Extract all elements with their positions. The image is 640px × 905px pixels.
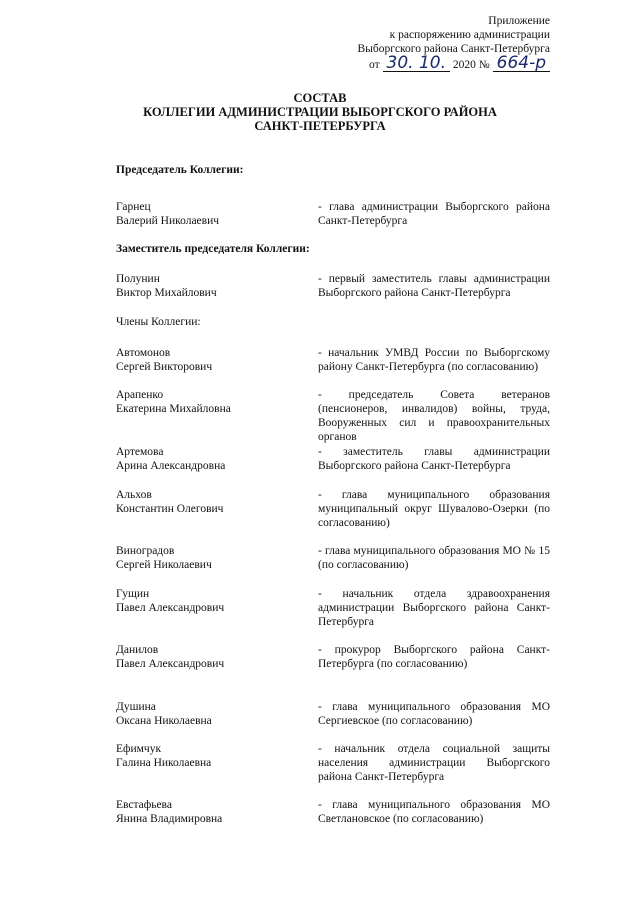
member-position: - прокурор Выборгского района Санкт-Петербурга (по согласованию) [318,644,550,670]
member-surname: Ефимчук [116,743,162,755]
member-name [116,200,306,228]
member-given-names: Виктор Михайлович [116,287,217,299]
member-name [116,272,306,300]
member-name [116,488,306,516]
member-given-names: Константин Олегович [116,503,224,515]
member-surname: Данилов [116,644,159,656]
member-given-names: Павел Александрович [116,658,225,670]
date-prefix: от [369,59,380,71]
section-chair-heading: Председатель Коллегии: [116,164,244,176]
handwritten-date: 30. 10. [383,56,450,72]
section-members-heading: Члены Коллегии: [116,316,201,328]
member-position: - начальник УМВД России по Выборгскому району Санкт-Петербурга (по согласованию) [318,347,550,373]
appendix-header [357,14,550,72]
appendix-date-line [357,53,550,73]
member-position: - глава муниципального образования МО Светлановское (по согласованию) [318,799,550,825]
section-deputy-heading: Заместитель председателя Коллегии: [116,243,310,255]
member-name [116,742,306,770]
member-position: - начальник отдела социальной защиты населения администрации Выборгского района Санкт-Петербурга [318,743,550,783]
member-name [116,544,306,572]
member-name [116,798,306,826]
member-name [116,388,306,416]
member-position: - глава муниципального образования МО № 15 (по согласованию) [318,545,550,571]
member-position: - глава администрации Выборгского района Санкт-Петербурга [318,201,550,227]
member-given-names: Оксана Николаевна [116,715,212,727]
member-given-names: Янина Владимировна [116,813,223,825]
member-surname: Виноградов [116,545,175,557]
document-title [0,91,640,133]
member-surname: Гущин [116,588,150,600]
member-surname: Полунин [116,273,160,285]
member-position: - председатель Совета ветеранов (пенсионеров, инвалидов) войны, труда, Вооруженных сил и правоохранительных органов [318,389,550,443]
member-given-names: Валерий Николаевич [116,215,220,227]
member-surname: Артемова [116,446,164,458]
member-given-names: Галина Николаевна [116,757,212,769]
member-surname: Евстафьева [116,799,172,811]
member-name [116,587,306,615]
member-surname: Альхов [116,489,152,501]
member-name [116,445,306,473]
member-name [116,643,306,671]
member-surname: Гарнец [116,201,151,213]
member-name [116,700,306,728]
member-position: - глава муниципального образования МО Сергиевское (по согласованию) [318,701,550,727]
title-line-3: САНКТ-ПЕТЕРБУРГА [254,119,386,133]
member-position: - глава муниципального образования муниципальный округ Шувалово-Озерки (по согласованию) [318,489,550,529]
member-given-names: Сергей Николаевич [116,559,212,571]
member-position: - начальник отдела здравоохранения администрации Выборгского района Санкт-Петербурга [318,588,550,628]
member-surname: Автомонов [116,347,171,359]
appendix-district: Выборгского района Санкт-Петербурга [357,43,550,55]
member-name [116,346,306,374]
member-given-names: Сергей Викторович [116,361,213,373]
member-surname: Душина [116,701,156,713]
handwritten-order-number: 664-р [493,56,550,72]
member-given-names: Арина Александровна [116,460,226,472]
member-position: - первый заместитель главы администрации Выборгского района Санкт-Петербурга [318,273,550,299]
member-given-names: Екатерина Михайловна [116,403,231,415]
member-position: - заместитель главы администрации Выборгского района Санкт-Петербурга [318,446,550,472]
member-surname: Арапенко [116,389,164,401]
appendix-label: Приложение [488,15,550,27]
title-line-2: КОЛЛЕГИИ АДМИНИСТРАЦИИ ВЫБОРГСКОГО РАЙОНА [143,105,497,119]
appendix-order-ref: к распоряжению администрации [389,29,550,41]
member-given-names: Павел Александрович [116,602,225,614]
title-line-1: СОСТАВ [293,91,347,105]
year-number-label: 2020 № [452,59,490,71]
